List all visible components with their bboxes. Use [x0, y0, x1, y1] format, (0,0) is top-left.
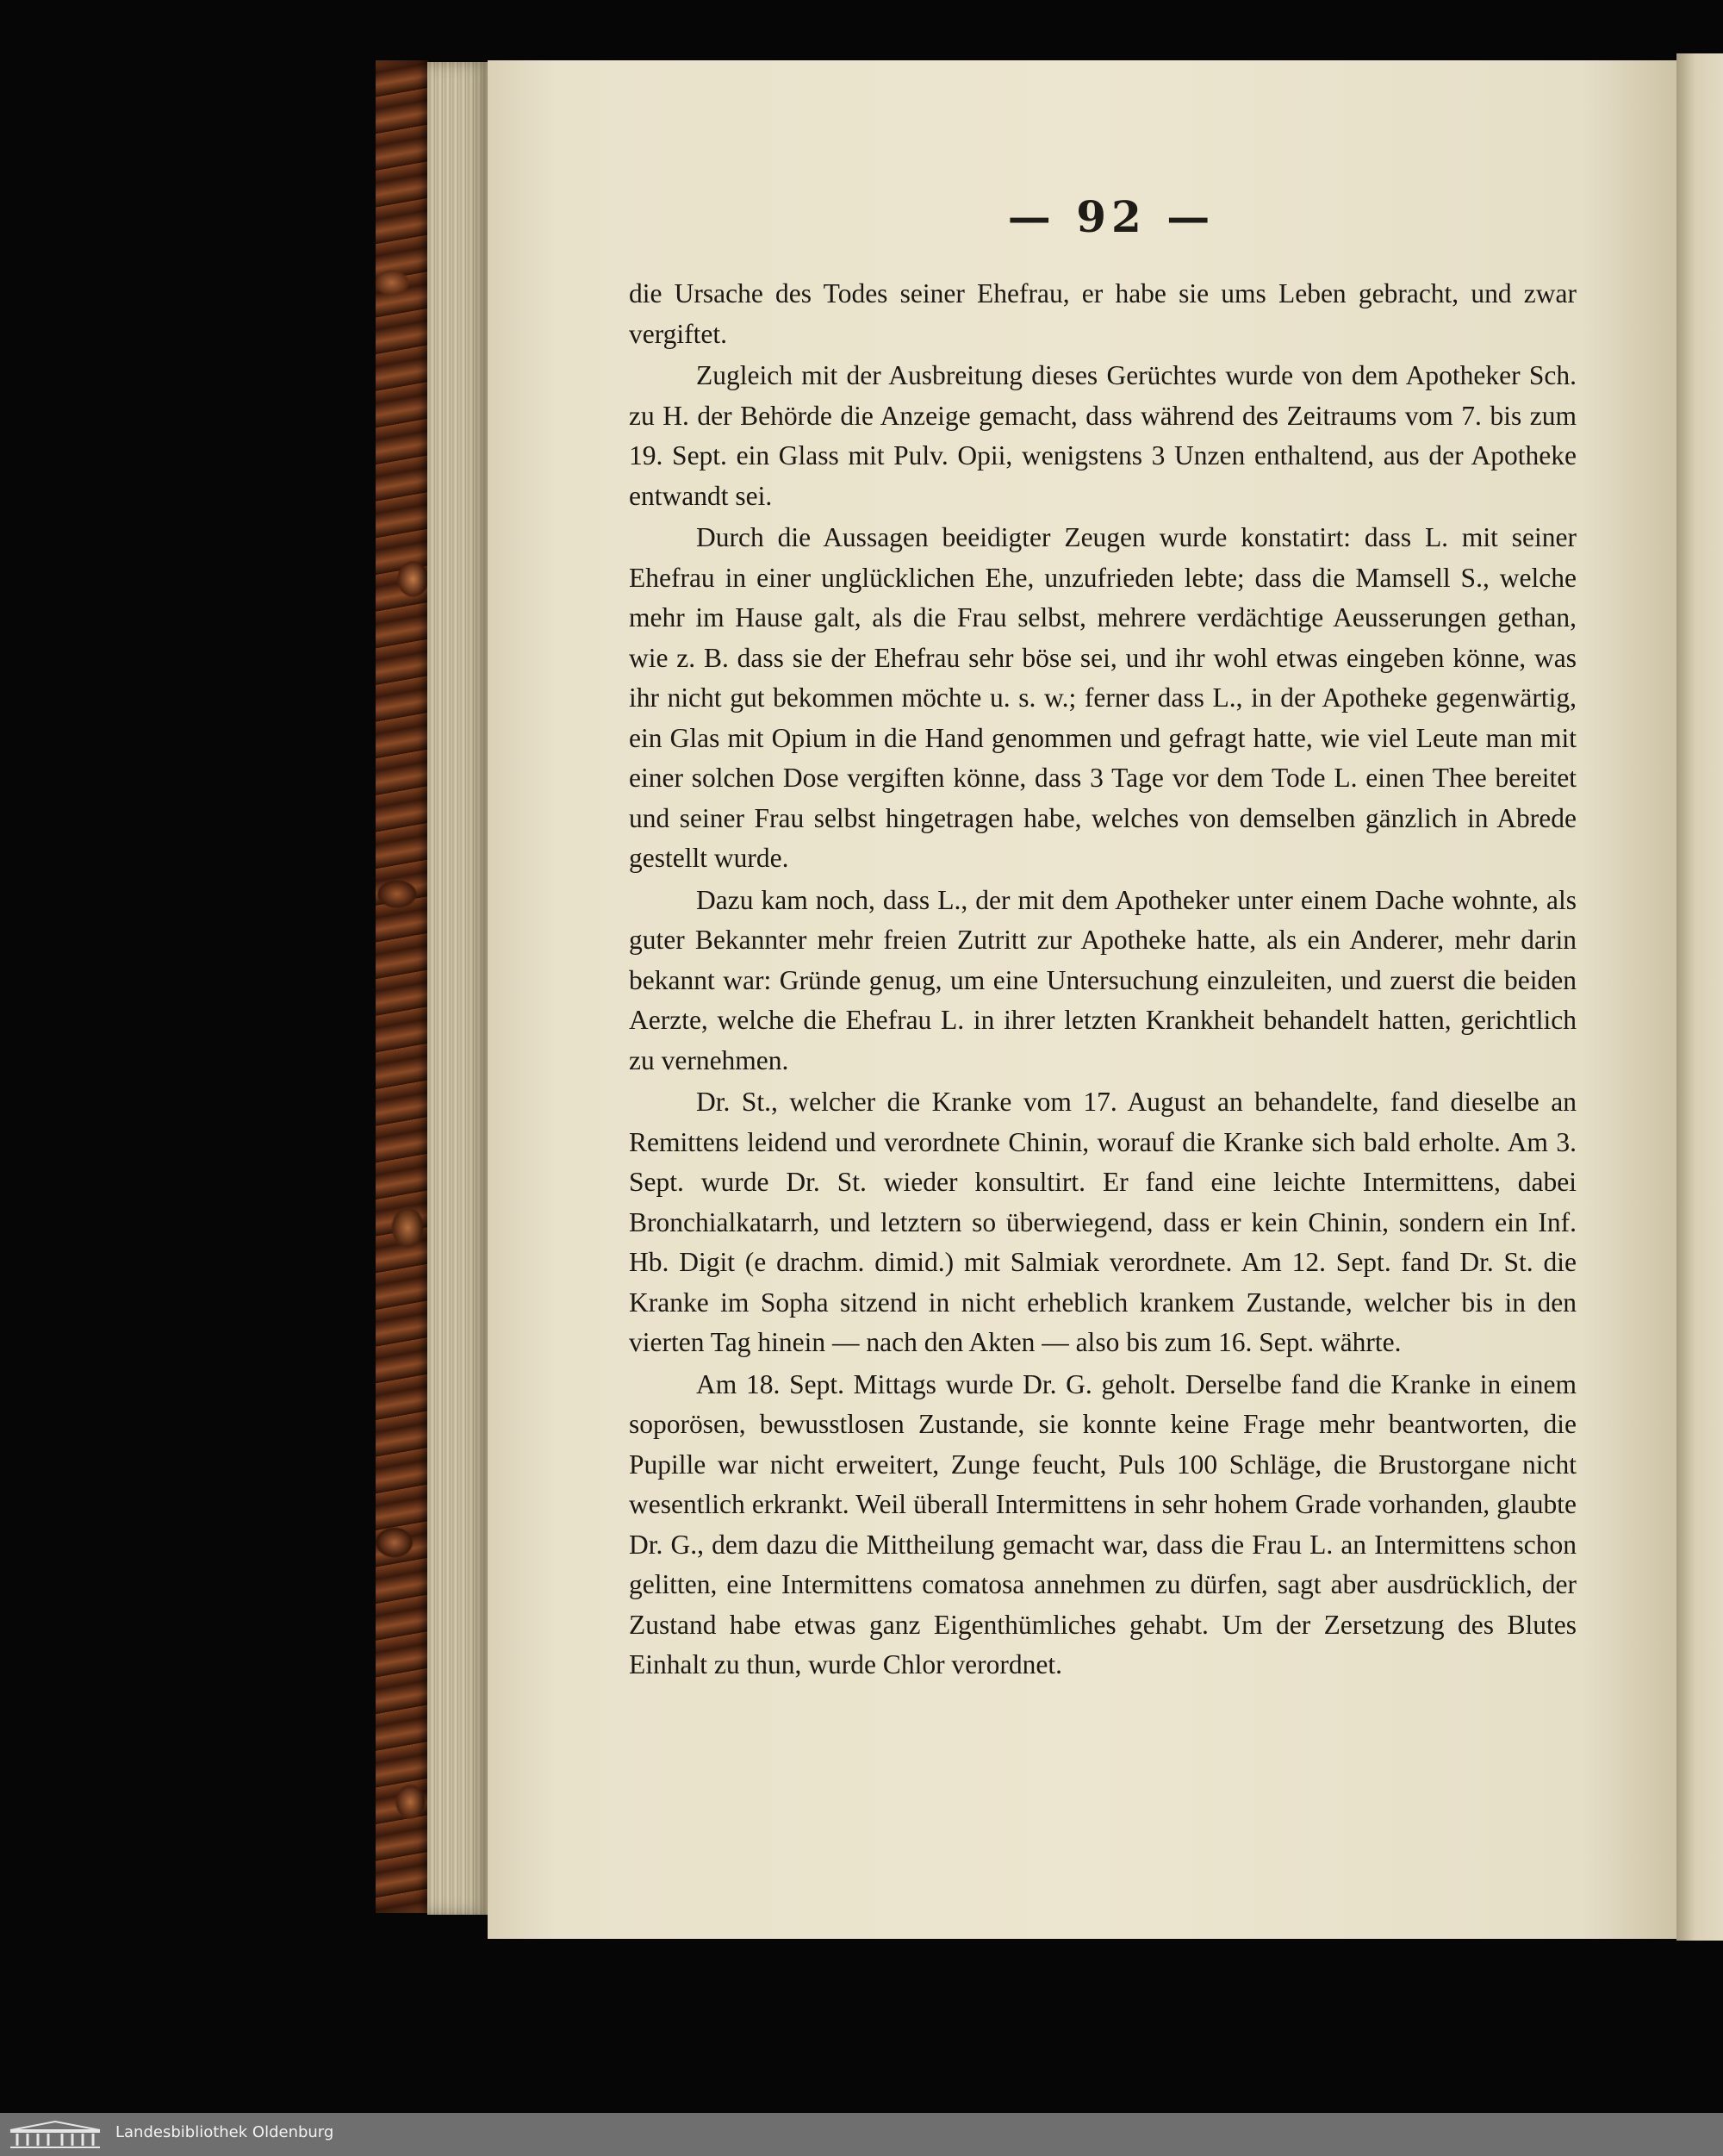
library-name: Landesbibliothek Oldenburg: [115, 2123, 334, 2141]
page-edges: [427, 62, 488, 1915]
paragraph-4: Dazu kam noch, dass L., der mit dem Apotheker unter einem Dache wohnte, als guter Bekannter mehr freien Zutritt zur Apotheke hatte, als ein Anderer, mehr darin bekannt war: Gründe genug, um eine Untersuchung einzuleiten, und zuerst die beiden Aerzte, welche die Ehefrau L. in ihrer letzten Krankheit behandelt hatten, gerichtlich zu vernehmen.: [629, 884, 1577, 1075]
paragraph-5: Dr. St., welcher die Kranke vom 17. August an behandelte, fand dieselbe an Remittens leidend und verordnete Chinin, worauf die Kranke sich bald erholte. Am 3. Sept. wurde Dr. St. wieder konsultirt. Er fand eine leichte Intermittens, dabei Bronchialkatarrh, und letztern so überwiegend, dass er kein Chinin, sondern ein Inf. Hb. Digit (e drachm. dimid.) mit Salmiak verordnete. Am 12. Sept. fand Dr. St. die Kranke im Sopha sitzend in nicht erheblich krankem Zustande, welcher bis in den vierten Tag hinein — nach den Akten — also bis zum 16. Sept. währte.: [629, 1087, 1577, 1357]
facing-page-edge: [1676, 53, 1723, 1941]
footer-bar: [0, 2113, 1723, 2156]
page-text: [629, 274, 1577, 1687]
paragraph-1: die Ursache des Todes seiner Ehefrau, er habe sie ums Leben gebracht, und zwar vergiftet.: [629, 278, 1577, 349]
library-building-icon: [7, 2120, 103, 2149]
paragraph-3: Durch die Aussagen beeidigter Zeugen wurde konstatirt: dass L. mit seiner Ehefrau in einer unglücklichen Ehe, unzufrieden lebte; dass die Mamsell S., welche mehr im Hause galt, als die Frau selbst, mehrere verdächtige Aeusserungen gethan, wie z. B. dass sie der Ehefrau sehr böse sei, und ihr wohl etwas eingeben könne, was ihr nicht gut bekommen möchte u. s. w.; ferner dass L., in der Apotheke gegenwärtig, ein Glas mit Opium in die Hand genommen und gefragt hatte, wie viel Leute man mit einer solchen Dose vergiften könne, dass 3 Tage vor dem Tode L. einen Thee bereitet und seiner Frau selbst hingetragen habe, welches von demselben gänzlich in Abrede gestellt wurde.: [629, 522, 1577, 873]
paragraph-2: Zugleich mit der Ausbreitung dieses Gerüchtes wurde von dem Apotheker Sch. zu H. der Behörde die Anzeige gemacht, dass während des Zeitraums vom 7. bis zum 19. Sept. ein Glass mit Pulv. Opii, wenigstens 3 Unzen enthaltend, aus der Apotheke entwandt sei.: [629, 360, 1577, 511]
paragraph-6: Am 18. Sept. Mittags wurde Dr. G. geholt. Derselbe fand die Kranke in einem soporösen, bewusstlosen Zustande, sie konnte keine Frage mehr beantworten, die Pupille war nicht erweitert, Zunge feucht, Puls 100 Schläge, die Brustorgane nicht wesentlich erkrankt. Weil überall Intermittens in sehr hohem Grade vorhanden, glaubte Dr. G., dem dazu die Mittheilung gemacht war, dass die Frau L. an Intermittens schon gelitten, eine Intermittens comatosa annehmen zu dürfen, sagt aber ausdrücklich, der Zustand habe etwas ganz Eigenthümliches gehabt. Um der Zersetzung des Blutes Einhalt zu thun, wurde Chlor verordnet.: [629, 1368, 1577, 1679]
book-cover-marbled: [376, 60, 429, 1913]
page-number: — 92 —: [1007, 191, 1216, 242]
